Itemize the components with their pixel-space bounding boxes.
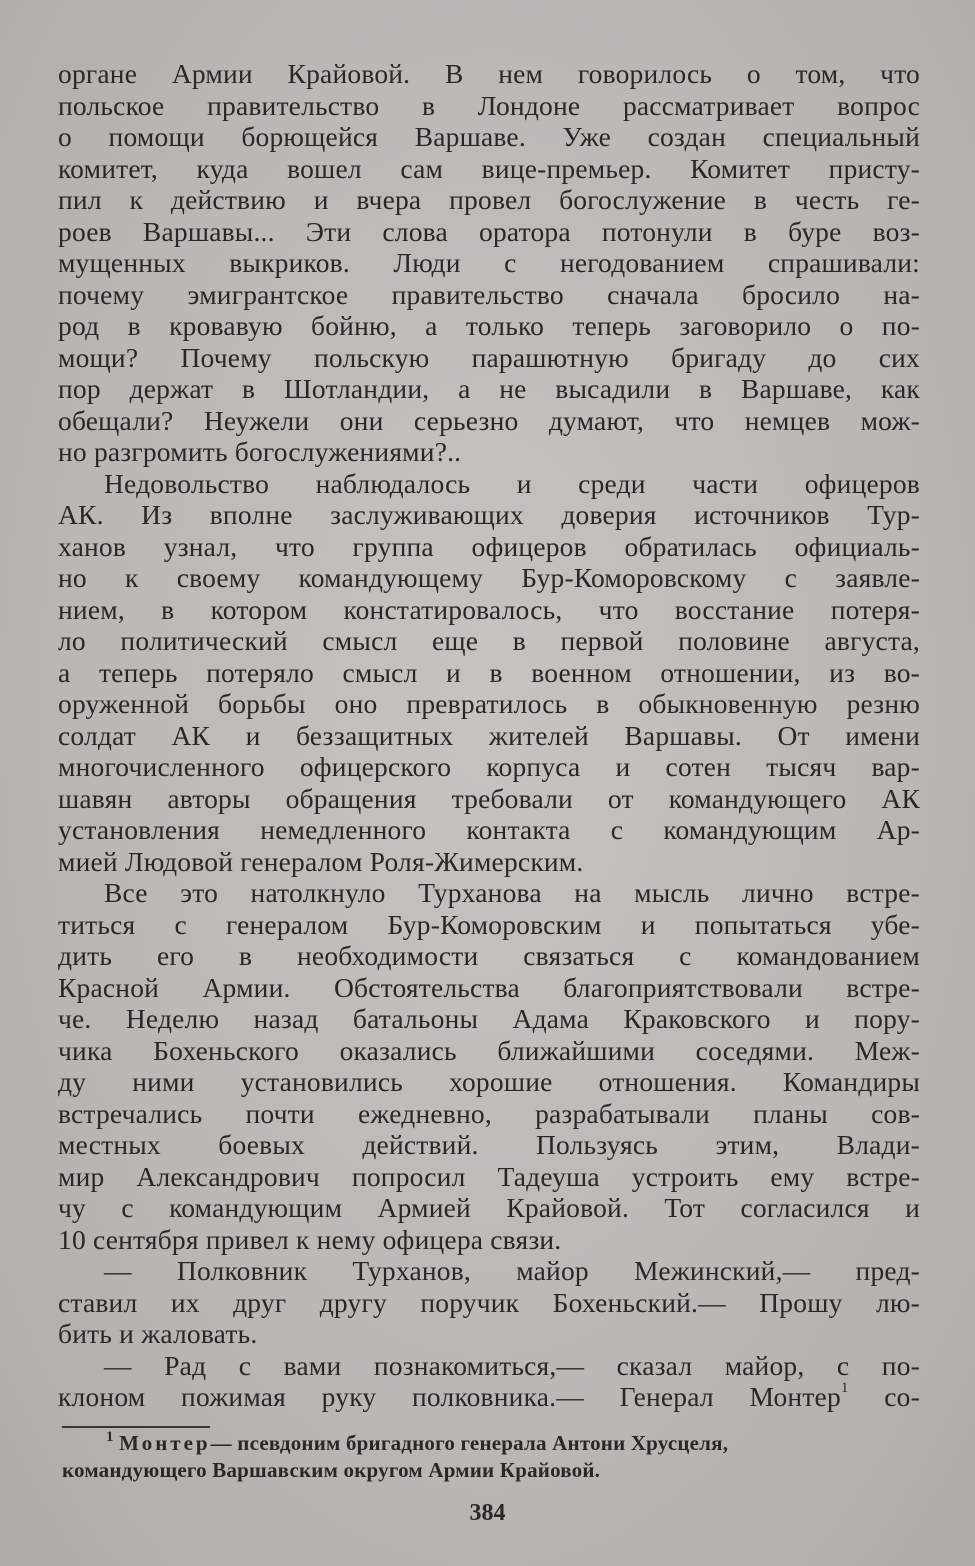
paragraph-start-line: Все это натолкнуло Турханова на мысль лично встре- — [104, 877, 920, 908]
text-line: нием, в котором констатировалось, что восстание потеря- — [58, 593, 920, 625]
text-line: польское правительство в Лондоне рассматривает вопрос — [58, 89, 920, 121]
text-line: шавян авторы обращения требовали от командующего АК — [58, 782, 920, 814]
text-after-footnote: со- — [884, 1381, 920, 1412]
text-line: че. Неделю назад батальоны Адама Краковского и пору- — [58, 1003, 920, 1034]
text-line: ставил их друг другу поручик Бохеньский.— Прошу лю- — [58, 1286, 920, 1318]
text-line: ханов узнал, что группа офицеров обратилась официаль- — [58, 530, 920, 562]
text-line: чика Бохеньского оказались ближайшими соседями. Меж- — [58, 1034, 920, 1066]
text-line: комитет, куда вошел сам вице-премьер. Комитет присту- — [58, 152, 920, 184]
text-line: обещали? Неужели они серьезно думают, что немцев мож- — [58, 404, 920, 436]
text-line: пор держат в Шотландии, а не высадили в Варшаве, как — [58, 373, 920, 404]
text-line: о помощи борющейся Варшаве. Уже создан специальный — [58, 121, 920, 152]
footnote — [62, 1430, 922, 1484]
text-line: почему эмигрантское правительство сначала бросило на- — [58, 278, 920, 310]
paragraph-start-line: Недовольство наблюдалось и среди части офицеров — [104, 467, 920, 499]
text-line: солдат АК и беззащитных жителей Варшавы. От имени — [58, 719, 920, 751]
text-line: пил к действию и вчера провел богослужение в честь ге- — [58, 184, 920, 215]
text-line: ло политический смысл еще в первой половине августа, — [58, 625, 920, 656]
text-line: дить его в необходимости связаться с командованием — [58, 940, 920, 971]
footnote-text: — псевдоним бригадного генерала Антони Хрусцеля, — [210, 1431, 729, 1455]
footnote-marker: 1 — [840, 1380, 849, 1396]
text-line: мощи? Почему польскую парашютную бригаду до сих — [58, 341, 920, 373]
text-line: чу с командующим Армией Крайовой. Тот согласился и — [58, 1192, 920, 1223]
footnote-term: Монтер — [119, 1431, 211, 1455]
text-line: установления немедленного контакта с командующим Ар- — [58, 814, 920, 845]
text-line: АК. Из вполне заслуживающих доверия источников Тур- — [58, 499, 920, 530]
dialogue-line: — Рад с вами познакомиться,— сказал майор, с по- — [104, 1349, 920, 1381]
text-line: титься с генералом Бур-Коморовским и попытаться убе- — [58, 908, 920, 940]
text-before-footnote: клоном пожимая руку полковника.— Генерал Монтер — [58, 1381, 841, 1412]
page-number: 384 — [469, 1500, 506, 1526]
footnote-number: 1 — [106, 1429, 114, 1445]
text-line: органе Армии Крайовой. В нем говорилось о том, что — [58, 58, 920, 89]
footnote-line — [62, 1430, 922, 1457]
footnote-line: командующего Варшавским округом Армии Крайовой. — [62, 1458, 601, 1482]
text-line: мией Людовой генералом Роля-Жимерским. — [58, 845, 584, 877]
text-line: мущенных выкриков. Люди с негодованием спрашивали: — [58, 247, 920, 278]
text-line: но разгромить богослужениями?.. — [58, 436, 462, 467]
text-line: встречались почти ежедневно, разрабатывали планы сов- — [58, 1097, 920, 1129]
text-line: многочисленного офицерского корпуса и сотен тысяч вар- — [58, 751, 920, 782]
main-text — [58, 58, 920, 1413]
footnote-divider — [62, 1426, 210, 1428]
text-line: Красной Армии. Обстоятельства благоприятствовали встре- — [58, 971, 920, 1003]
text-line: ду ними установились хорошие отношения. Командиры — [58, 1066, 920, 1097]
text-line: но к своему командующему Бур-Коморовскому с заявле- — [58, 562, 920, 593]
text-line: оруженной борьбы оно превратилось в обыкновенную резню — [58, 688, 920, 719]
text-line: роев Варшавы... Эти слова оратора потонули в буре воз- — [58, 215, 920, 247]
text-line-with-footnote — [58, 1381, 920, 1413]
text-line: 10 сентября привел к нему офицера связи. — [58, 1223, 562, 1255]
text-line: род в кровавую бойню, а только теперь заговорило о по- — [58, 310, 920, 341]
dialogue-line: — Полковник Турханов, майор Межинский,— пред- — [104, 1255, 920, 1286]
text-line: мир Александрович попросил Тадеуша устроить ему встре- — [58, 1160, 920, 1192]
text-line: бить и жаловать. — [58, 1318, 258, 1349]
text-line: а теперь потеряло смысл и в военном отношении, из во- — [58, 656, 920, 688]
text-line: местных боевых действий. Пользуясь этим, Влади- — [58, 1129, 920, 1160]
